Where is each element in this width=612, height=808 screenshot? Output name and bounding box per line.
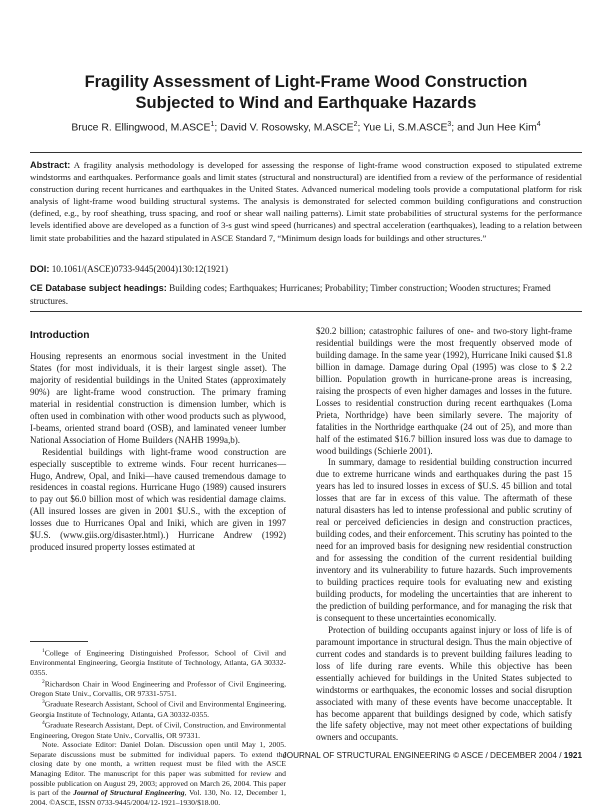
- author-4: ; and Jun Hee Kim: [451, 122, 537, 134]
- subject-headings-label: CE Database subject headings:: [30, 283, 167, 293]
- author-2-mark: 2: [353, 121, 358, 128]
- doi-line: [30, 264, 582, 274]
- subject-headings-text: Building codes; Earthquakes; Hurricanes; Probability; Timber construction; Wooden structures; Framed structures.: [30, 283, 551, 306]
- footnote-1: $^1$College of Engineering Distinguished Professor, School of Civil and Environmental Engineering, Georgia Institute of Technology, Atlanta, GA 30332-0355.: [30, 648, 286, 677]
- header-divider-top: [30, 152, 582, 153]
- intro-paragraph-1: Housing represents an enormous social investment in the United States (for most individuals, it is their largest single asset). The majority of residential buildings in the United States (approximately 90%) are light-frame wood construction. The primary framing material in residential construction is dimension lumber, which is often used in combination with other wood products such as plywood, I-beams, oriented strand board (OSB), and laminated veneer lumber National Association of Home Builders (NAHB 1999a,b).: [30, 351, 286, 445]
- intro-paragraph-2: Residential buildings with light-frame wood construction are especially susceptible to extreme winds. Four recent hurricanes—Hugo, Andrew, Opal, and Iniki—have caused tremendous damage to residences in coastal regions. Hurricane Hugo (1989) caused insurers to pay out $6.0 billion most of which was residential damage claims. (All insured losses are given in 2001 $U.S., with the exception of losses due to Hurricanes Opal and Iniki, which are given in 1997 $U.S. (www.giis.org/disaster.html).) Hurricane Andrew (1992) produced insured property losses estimated at: [30, 446, 286, 553]
- abstract: [30, 159, 582, 244]
- doi-label: DOI:: [30, 264, 50, 274]
- doi-value: 10.1061/(ASCE)0733-9445(2004)130:12(1921): [51, 264, 229, 274]
- running-footer: [283, 751, 582, 760]
- left-column-body: [30, 351, 286, 554]
- right-column-body: [316, 326, 572, 744]
- author-4-mark: 4: [536, 121, 541, 128]
- footnote-3: $^3$Graduate Research Assistant, School of Civil and Environmental Engineering, Georgia Institute of Technology, Atlanta, GA 30332-0355.: [30, 699, 286, 719]
- author-list: [30, 121, 582, 133]
- author-3: ; Yue Li, S.M.ASCE: [357, 122, 448, 134]
- title-line-1: Fragility Assessment of Light-Frame Wood Construction: [84, 73, 528, 91]
- footer-journal-text: JOURNAL OF STRUCTURAL ENGINEERING © ASCE / DECEMBER 2004 /: [282, 751, 564, 760]
- footnote-1-mark: 1: [42, 648, 45, 654]
- editorial-note: Note. Associate Editor: Daniel Dolan. Discussion open until May 1, 2005. Separate discussions must be submitted for individual papers. To extend the closing date by one month, a written request must be filed with the ASCE Managing Editor. The manuscript for this paper was submitted for review and possible publication on August 29, 2003; approved on March 26, 2004. This paper is part of the Journal of Structural Engineering, Vol. 130, No. 12, December 1, 2004. ©ASCE, ISSN 0733-9445/2004/12-1921–1930/$18.00.: [30, 740, 286, 808]
- footnote-2-mark: 2: [42, 678, 45, 685]
- journal-name: Journal of Structural Engineering: [73, 788, 185, 798]
- right-paragraph-2: In summary, damage to residential building construction incurred due to extreme hurricane winds and earthquakes during the past 15 years has led to insured losses in excess of $U.S. 45 billion and total losses that are far in excess of this value. The aftermath of these natural disasters has led to intense professional and public scrutiny of real or perceived deficiencies in design and construction practices, building codes, and their enforcement. This scrutiny has pointed to the need for an improved basis for designing new residential construction and for assessing the condition of the current residential building inventory and its vulnerability to future hazards. Such improvements to building practices require tools for evaluating new and existing building products, for modeling the uncertainties that are inherent to the prediction of building performance, and for managing the risk that is consequent to these uncertainties economically.: [316, 457, 572, 623]
- abstract-text: A fragility analysis methodology is developed for assessing the response of light-frame wood construction exposed to stipulated extreme windstorms and earthquakes. Performance goals and limit states (structural and nonstructural) are identified from a review of the performance of residential construction during recent hurricanes and earthquakes in the United States. Advanced numerical modeling tools provide a computational platform for risk analysis of light-frame wood building structural systems. The analysis is demonstrated for selected common building configurations and construction (defined, e.g., by roof sheathing, truss spacing, and roof or shear wall nailing patterns). Limit state probabilities of structural systems for the performance levels identified above are developed as a function of 3-s gust wind speed (hurricanes) and spectral acceleration (earthquakes), leading to a relation between limit state probabilities and the hazard stipulated in ASCE Standard 7, “Minimum design loads for buildings and other structures.”: [30, 160, 582, 243]
- section-heading-introduction: Introduction: [30, 330, 90, 341]
- footnotes: [30, 647, 286, 808]
- right-paragraph-1: $20.2 billion; catastrophic failures of one- and two-story light-frame residential buildings were the most frequently observed mode of building damage. In the same year (1992), Hurricane Iniki caused $1.8 billion in damage. Damage during Opal (1995) was close to $ 2.2 billion. Population growth in hurricane-prone areas is increasing, raising the prospects of even higher damages and losses in the future. Losses to residential construction during recent earthquakes (Loma Prieta, Northridge) have been similarly severe. The majority of fatalities in the Northridge earthquake (24 out of 25), and more than half of the estimated $16.7 billion insured loss was due to damage to wood buildings (Schierle 2001).: [316, 326, 572, 456]
- footnote-2: $^2$Richardson Chair in Wood Engineering and Professor of Civil Engineering, Oregon State Univ., Corvallis, OR 97331-5751.: [30, 678, 286, 698]
- subject-headings: [30, 282, 582, 307]
- footnote-3-mark: 3: [42, 699, 45, 706]
- paper-title: [40, 72, 572, 114]
- footnote-divider: [30, 641, 88, 642]
- abstract-label: Abstract:: [30, 160, 71, 170]
- right-paragraph-3: Protection of building occupants against injury or loss of life is of paramount importance in structural design. Thus the main objective of current codes and standards is to prevent building failures leading to loss of life during rare events. While this objective has been essentially achieved for buildings in the United States subjected to windstorms or earthquakes, the economic losses and social disruption associated with many of these events have become unacceptable. It has become apparent that buildings designed by code, which satisfy the life safety objective, may not meet other expectations of building owners and occupants.: [316, 624, 572, 743]
- author-1: Bruce R. Ellingwood, M.ASCE: [71, 122, 211, 134]
- author-1-mark: 1: [210, 121, 215, 128]
- author-2: ; David V. Rosowsky, M.ASCE: [214, 122, 354, 134]
- footnote-4: $^4$Graduate Research Assistant, Dept. of Civil, Construction, and Environmental Engineering, Oregon State Univ., Corvallis, OR 97331.: [30, 720, 286, 740]
- title-line-2: Subjected to Wind and Earthquake Hazards: [135, 94, 477, 112]
- page-number: 1921: [563, 751, 582, 760]
- author-3-mark: 3: [447, 121, 452, 128]
- footnote-4-mark: 4: [42, 720, 45, 727]
- header-divider-bottom: [30, 311, 582, 312]
